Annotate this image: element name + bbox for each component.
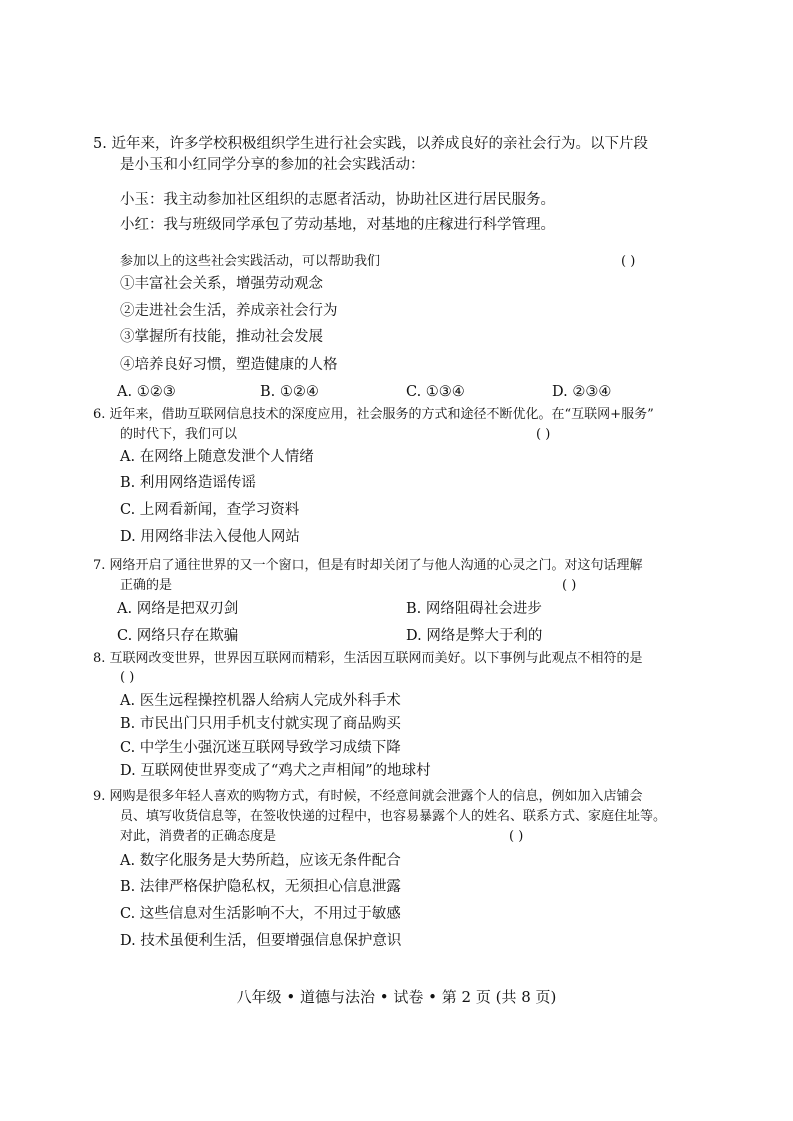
q6-stem-line-2: 的时代下，我们可以 (120, 427, 238, 442)
q5-item-1: ①丰富社会关系，增强劳动观念 (120, 276, 323, 292)
q7-stem-line-2: 正确的是 (120, 578, 173, 593)
q7-option-b: B. 网络阻碍社会进步 (406, 601, 542, 617)
q5-option-d: D. ②③④ (552, 384, 612, 400)
q7-option-a: A. 网络是把双刃剑 (117, 601, 239, 617)
q7-option-d: D. 网络是弊大于利的 (406, 628, 543, 644)
q6-option-c: C. 上网看新闻，查学习资料 (120, 502, 300, 518)
q7-stem-line-1: 7. 网络开启了通往世界的又一个窗口，但是有时却关闭了与他人沟通的心灵之门。对这句话理解 (93, 558, 643, 573)
q9-option-a: A. 数字化服务是大势所趋，应该无条件配合 (120, 853, 401, 869)
q8-answer-paren: ( ) (120, 670, 135, 685)
q8-option-d: D. 互联网使世界变成了“鸡犬之声相闻”的地球村 (120, 763, 431, 779)
q9-stem-line-3: 对此，消费者的正确态度是 (120, 829, 277, 844)
q5-answer-paren: ( ) (621, 254, 636, 269)
q5-xiaoyu-quote: 小玉：我主动参加社区组织的志愿者活动，协助社区进行居民服务。 (120, 192, 555, 208)
q9-option-c: C. 这些信息对生活影响不大，不用过于敏感 (120, 906, 401, 922)
q9-option-d: D. 技术虽便利生活，但要增强信息保护意识 (120, 933, 402, 949)
q5-stem-line-2: 是小玉和小红同学分享的参加的社会实践活动： (120, 157, 425, 173)
q6-answer-paren: ( ) (536, 427, 551, 442)
q8-option-b: B. 市民出门只用手机支付就实现了商品购买 (120, 716, 401, 732)
q7-option-c: C. 网络只存在欺骗 (117, 628, 239, 644)
q5-question: 参加以上的这些社会实践活动，可以帮助我们 (120, 254, 381, 269)
q6-option-d: D. 用网络非法入侵他人网站 (120, 529, 300, 545)
q8-option-a: A. 医生远程操控机器人给病人完成外科手术 (120, 693, 401, 709)
q8-option-c: C. 中学生小强沉迷互联网导致学习成绩下降 (120, 740, 401, 756)
q5-item-2: ②走进社会生活，养成亲社会行为 (120, 303, 338, 319)
q9-option-b: B. 法律严格保护隐私权，无须担心信息泄露 (120, 879, 401, 895)
q5-stem-line-1: 5. 近年来，许多学校积极组织学生进行社会实践，以养成良好的亲社会行为。以下片段 (93, 136, 648, 152)
q9-stem-line-2: 员、填写收货信息等，在签收快递的过程中，也容易暴露个人的姓名、联系方式、家庭住址等。 (120, 809, 667, 824)
q6-option-a: A. 在网络上随意发泄个人情绪 (120, 449, 314, 465)
page-footer: 八年级 • 道德与法治 • 试卷 • 第 2 页 (共 8 页) (236, 988, 557, 1006)
q6-option-b: B. 利用网络造谣传谣 (120, 475, 256, 491)
q9-stem-line-1: 9. 网购是很多年轻人喜欢的购物方式，有时候，不经意间就会泄露个人的信息，例如加入店铺会 (93, 789, 643, 804)
q8-stem-line-1: 8. 互联网改变世界，世界因互联网而精彩，生活因互联网而美好。以下事例与此观点不相符的是 (93, 651, 643, 666)
q6-stem-line-1: 6. 近年来，借助互联网信息技术的深度应用，社会服务的方式和途径不断优化。在“互联网+服务” (93, 407, 654, 422)
q5-item-3: ③掌握所有技能，推动社会发展 (120, 329, 323, 345)
q5-item-4: ④培养良好习惯，塑造健康的人格 (120, 357, 338, 373)
q7-answer-paren: ( ) (562, 578, 577, 593)
q9-answer-paren: ( ) (509, 829, 524, 844)
q5-option-c: C. ①③④ (406, 384, 465, 400)
q5-option-b: B. ①②④ (260, 384, 319, 400)
q5-option-a: A. ①②③ (117, 384, 176, 400)
q5-xiaohong-quote: 小红：我与班级同学承包了劳动基地，对基地的庄稼进行科学管理。 (120, 217, 555, 233)
